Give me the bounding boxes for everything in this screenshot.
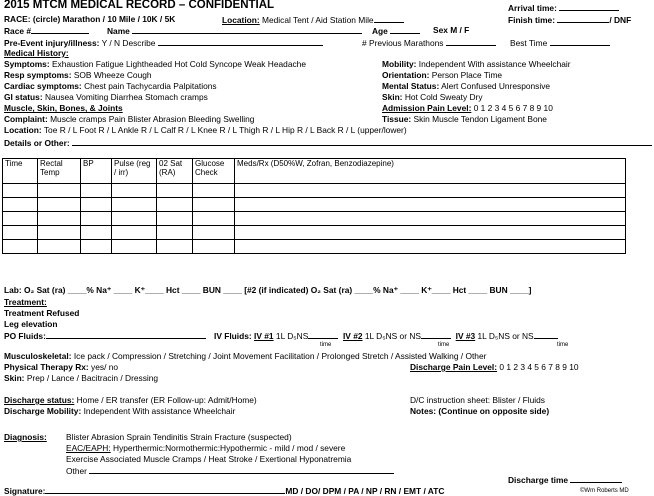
skin-row[interactable]: Skin: Hot Cold Sweaty Dry xyxy=(382,92,483,102)
name-field[interactable]: Name xyxy=(107,25,362,36)
treatment-heading: Treatment: xyxy=(4,297,47,307)
diagnosis-heading: Diagnosis: xyxy=(4,432,47,442)
orientation-row[interactable]: Orientation: Person Place Time xyxy=(382,70,503,80)
col-bp: BP xyxy=(81,159,112,184)
tissue-row[interactable]: Tissue: Skin Muscle Tendon Ligament Bone xyxy=(382,114,547,124)
vitals-table xyxy=(2,158,626,254)
table-row[interactable] xyxy=(3,240,626,254)
col-glucose: Glucose Check xyxy=(193,159,235,184)
signature-field[interactable]: Signature: MD / DO/ DPM / PA / NP / RN / EMT / ATC xyxy=(4,486,445,496)
pre-event-field[interactable]: Pre-Event injury/illness: Y / N Describe xyxy=(4,37,323,48)
eah-row[interactable]: EAC/EAPH: Hyperthermic:Normothermic:Hypothermic - mild / mod / severe xyxy=(66,443,346,453)
diagnosis-line-1[interactable]: Blister Abrasion Sprain Tendinitis Strain Fracture (suspected) xyxy=(66,432,292,442)
finish-time-field[interactable]: Finish time: / DNF xyxy=(508,15,632,25)
notes-row: Notes: (Continue on opposite side) xyxy=(410,406,550,416)
sex-field[interactable]: Sex M / F xyxy=(433,25,470,35)
complaint-row[interactable]: Complaint: Muscle cramps Pain Blister Abrasion Bleeding Swelling xyxy=(4,114,255,124)
best-time-field[interactable]: Best Time xyxy=(510,37,610,48)
col-rectal-temp: Rectal Temp xyxy=(38,159,81,184)
lab-row[interactable]: Lab: O₂ Sat (ra) ____% Na⁺ ____ K⁺____ Hct ____ BUN ____ [#2 (if indicated) O₂ Sat (ra) ____% Na⁺ ____ K⁺____ Hct ____ BUN ____] xyxy=(4,285,532,295)
gi-row[interactable]: GI status: Nausea Vomiting Diarrhea Stomach cramps xyxy=(4,92,208,102)
medical-history-heading: Medical History: xyxy=(4,48,69,58)
cardiac-row[interactable]: Cardiac symptoms: Chest pain Tachycardia Palpitations xyxy=(4,81,217,91)
leg-elevation[interactable]: Leg elevation xyxy=(4,319,58,329)
diagnosis-other-field[interactable]: Other xyxy=(66,465,394,476)
race-row: RACE: (circle) Marathon / 10 Mile / 10K / 5K xyxy=(4,14,176,24)
treatment-refused[interactable]: Treatment Refused xyxy=(4,308,80,318)
previous-marathons-field[interactable]: # Previous Marathons xyxy=(362,37,496,48)
col-time: Time xyxy=(3,159,38,184)
table-row[interactable] xyxy=(3,226,626,240)
race-number-field[interactable]: Race # xyxy=(4,25,89,36)
msk-heading: Muscle, Skin, Bones, & Joints xyxy=(4,103,123,113)
discharge-status-row[interactable]: Discharge status: Home / ER transfer (ER Follow-up: Admit/Home) xyxy=(4,395,257,405)
table-row[interactable] xyxy=(3,198,626,212)
table-row[interactable] xyxy=(3,184,626,198)
col-meds: Meds/Rx (D50%W, Zofran, Benzodiazepine) xyxy=(235,159,626,184)
admission-pain-row[interactable]: Admission Pain Level: 0 1 2 3 4 5 6 7 8 9 10 xyxy=(382,103,553,113)
mental-status-row[interactable]: Mental Status: Alert Confused Unresponsive xyxy=(382,81,551,91)
iv1-time-label: time xyxy=(320,342,332,348)
vitals-header-row xyxy=(3,159,626,184)
form-title: 2015 MTCM MEDICAL RECORD – CONFIDENTIAL xyxy=(4,0,275,11)
physical-therapy-row[interactable]: Physical Therapy Rx: yes/ no xyxy=(4,362,119,372)
symptoms-row[interactable]: Symptoms: Exhaustion Fatigue Lightheaded Hot Cold Syncope Weak Headache xyxy=(4,59,306,69)
location-row[interactable]: Location: Toe R / L Foot R / L Ankle R / L Calf R / L Knee R / L Thigh R / L Hip R / L Back R / L (upper/lower) xyxy=(4,125,407,135)
discharge-time-field[interactable]: Discharge time xyxy=(508,474,622,485)
skin-treatment-row[interactable]: Skin: Prep / Lance / Bacitracin / Dressing xyxy=(4,373,159,383)
discharge-pain-row[interactable]: Discharge Pain Level: 0 1 2 3 4 5 6 7 8 9 10 xyxy=(410,362,579,372)
discharge-mobility-row[interactable]: Discharge Mobility: Independent With assistance Wheelchair xyxy=(4,406,236,416)
location-field[interactable]: Location: Medical Tent / Aid Station Mile xyxy=(222,14,404,25)
resp-row[interactable]: Resp symptoms: SOB Wheeze Cough xyxy=(4,70,152,80)
copyright: ©Wm Roberts MD xyxy=(580,488,629,494)
diagnosis-line-3[interactable]: Exercise Associated Muscle Cramps / Heat Stroke / Exertional Hyponatremia xyxy=(66,454,352,464)
age-field[interactable]: Age xyxy=(372,25,420,36)
dc-instruction-sheet[interactable]: D/C instruction sheet: Blister / Fluids xyxy=(410,395,545,405)
col-o2-sat: 02 Sat (RA) xyxy=(157,159,193,184)
po-fluids-field[interactable]: PO Fluids: xyxy=(4,330,206,341)
col-pulse: Pulse (reg / irr) xyxy=(112,159,157,184)
arrival-time-label: Arrival time: xyxy=(508,2,619,13)
details-field[interactable]: Details or Other: xyxy=(4,137,652,148)
musculoskeletal-row[interactable]: Musculoskeletal: Ice pack / Compression / Stretching / Joint Movement Facilitation / Prolonged Stretch / Assisted Walking / Other xyxy=(4,351,487,361)
table-row[interactable] xyxy=(3,212,626,226)
mobility-row[interactable]: Mobility: Independent With assistance Wheelchair xyxy=(382,59,571,69)
iv2-time-label: time xyxy=(438,342,450,348)
iv3-time-label: time xyxy=(557,342,569,348)
iv-fluids-row[interactable]: IV Fluids: IV #1 1L D₅NS IV #2 1L D₅NS or NS IV #3 1L D₅NS or NS xyxy=(214,330,558,341)
